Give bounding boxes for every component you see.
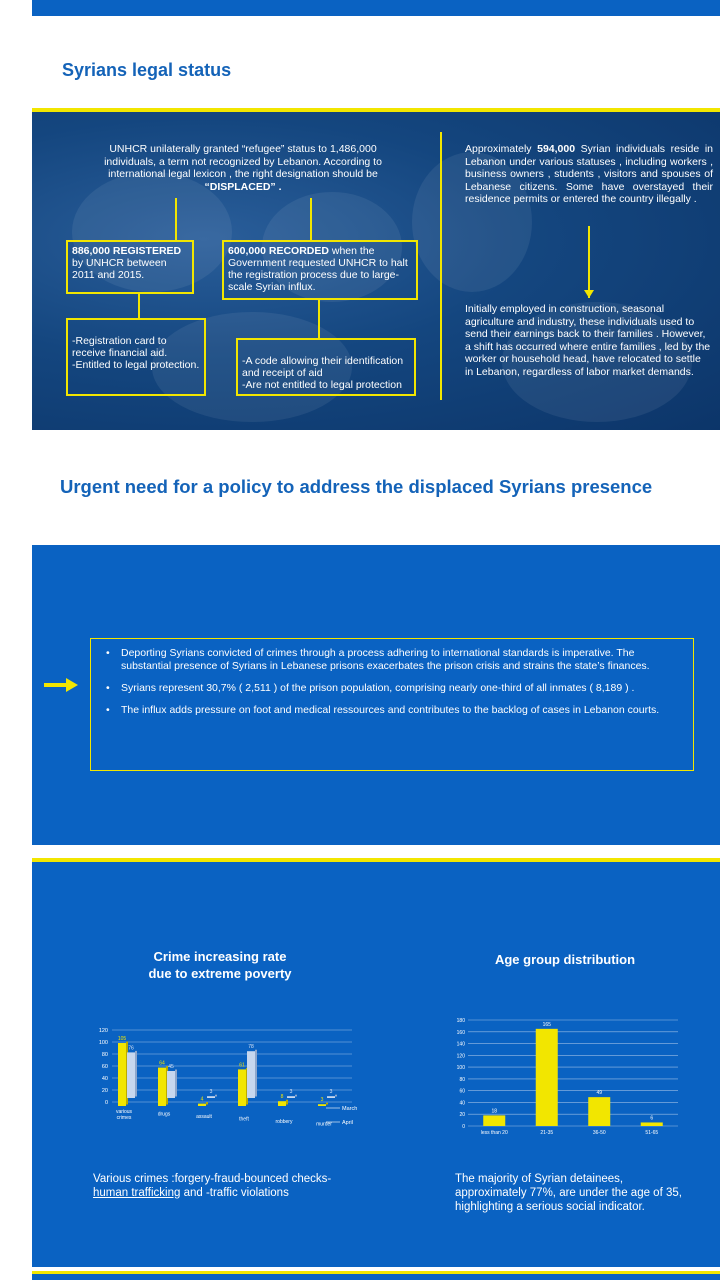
box-registration-card <box>66 318 206 396</box>
left-intro-bold: “DISPLACED” . <box>204 180 282 193</box>
box-registered-text: by UNHCR between 2011 and 2015. <box>72 257 167 281</box>
right-employed-body: Initially employed in construction, seasonal agriculture and industry, these individuals used to send their earnings back to their families . However, a shift has occurred where entire families , led by the worker or household head, have relocated to settle in Lebanon, regardless of labor market demands. <box>465 303 711 378</box>
data-label: 3 <box>289 1089 293 1096</box>
data-label: 165 <box>542 1021 551 1028</box>
crime-chart-title: Crime increasing rate due to extreme poverty <box>148 949 292 981</box>
age-bar <box>641 1122 663 1126</box>
connector-mid-bottom <box>318 300 320 338</box>
y-tick-label: 0 <box>104 1100 108 1106</box>
connector-left-top <box>175 198 177 240</box>
box-card-text: -Registration card to receive financial aid. -Entitled to legal protection. <box>72 335 200 371</box>
human-trafficking-link[interactable]: human trafficking <box>93 1187 181 1199</box>
top-band <box>32 0 720 16</box>
bar-april <box>207 1096 215 1098</box>
x-tick-label: 36-50 <box>592 1130 606 1136</box>
age-bar <box>536 1029 558 1126</box>
divider-vertical <box>440 132 442 400</box>
bar-side <box>206 1102 208 1104</box>
legend-label: March <box>342 1106 358 1112</box>
age-caption: The majority of Syrian detainees, approximately 77%, are under the age of 35, highlighting a serious social indicator. <box>455 1173 682 1213</box>
bar-april <box>327 1096 335 1098</box>
bar-march <box>118 1043 126 1106</box>
box-registered-bold: 886,000 REGISTERED <box>72 245 182 257</box>
bullet-item: • The influx adds pressure on foot and medical ressources and contributes to the backlog of cases in Lebanon courts. <box>101 704 681 717</box>
bar-side <box>135 1051 137 1097</box>
x-tick-label: theft <box>239 1116 249 1123</box>
y-tick-label: 140 <box>456 1041 465 1048</box>
legend-label: April <box>342 1120 354 1126</box>
x-tick-label: robbery <box>275 1119 293 1125</box>
crimes-caption-post: and -traffic violations <box>180 1187 289 1199</box>
bar-side <box>255 1050 257 1097</box>
x-tick-label: murder <box>316 1121 332 1128</box>
y-tick-label: 160 <box>456 1029 465 1036</box>
age-bar <box>588 1097 610 1126</box>
bar-march <box>278 1101 286 1106</box>
left-intro-text <box>84 143 402 193</box>
data-label: 61 <box>239 1062 245 1069</box>
bar-side <box>295 1095 297 1097</box>
right-employed-text <box>465 303 711 378</box>
y-tick-label: 120 <box>456 1053 465 1060</box>
box-recorded-text: when the Government requested UNHCR to halt the registration process due to large-scale Syrian influx. <box>228 245 408 293</box>
bar-side <box>215 1095 217 1097</box>
age-chart <box>450 1012 690 1142</box>
y-tick-label: 20 <box>101 1088 108 1094</box>
data-label: 78 <box>248 1044 254 1051</box>
arrow-down-icon <box>584 290 594 298</box>
crimes-caption <box>93 1172 393 1200</box>
y-tick-label: 60 <box>101 1064 108 1070</box>
data-label: 18 <box>491 1108 498 1115</box>
x-tick-label: various crimes <box>115 1109 133 1121</box>
y-tick-label: 40 <box>101 1076 108 1082</box>
age-chart-title: Age group distribution <box>494 952 636 967</box>
connector-left-bottom <box>138 294 140 318</box>
x-tick-label: 21-35 <box>540 1130 554 1136</box>
data-label: 76 <box>128 1045 134 1052</box>
policy-bullet-box <box>90 638 694 771</box>
right-intro-number: 594,000 <box>537 143 576 155</box>
bar-march <box>198 1104 206 1106</box>
data-label: 4 <box>200 1096 204 1103</box>
data-label: 8 <box>280 1094 284 1101</box>
data-label: 6 <box>650 1115 654 1122</box>
y-tick-label: 0 <box>462 1124 465 1130</box>
bar-april <box>167 1071 175 1098</box>
bullet-item: • Syrians represent 30,7% ( 2,511 ) of the prison population, comprising nearly one-third of all inmates ( 8,189 ) . <box>101 682 681 695</box>
x-tick-label: 51-65 <box>645 1130 659 1136</box>
box-recorded-bold: 600,000 RECORDED <box>228 245 329 257</box>
right-intro-post: Syrian individuals reside in Lebanon under various statuses , including workers , business owners , students , visitors and spouses of Lebanese citizens. Some have overstayed their residence permits or entered the country illegally . <box>465 143 713 205</box>
y-tick-label: 80 <box>459 1076 465 1083</box>
section-title-urgent-policy: Urgent need for a policy to address the displaced Syrians presence <box>60 476 653 497</box>
box-code <box>236 338 416 396</box>
bar-side <box>286 1100 288 1105</box>
bar-side <box>335 1095 337 1097</box>
box-code-text: -A code allowing their identification and receipt of aid -Are not entitled to legal protection <box>242 355 404 391</box>
y-tick-label: 180 <box>456 1018 465 1024</box>
bar-side <box>326 1103 328 1105</box>
age-bar <box>483 1115 505 1126</box>
connector-mid-top <box>310 198 312 240</box>
data-label: 3 <box>329 1089 333 1096</box>
data-label: 3 <box>320 1097 324 1104</box>
connector-right <box>588 226 590 298</box>
x-tick-label: assault <box>196 1114 212 1120</box>
x-tick-label: less than 20 <box>480 1130 508 1136</box>
data-label: 49 <box>596 1090 603 1097</box>
data-label: 3 <box>209 1089 213 1096</box>
data-label: 105 <box>117 1036 127 1042</box>
y-tick-label: 80 <box>101 1052 108 1058</box>
left-intro-body: UNHCR unilaterally granted “refugee” status to 1,486,000 individuals, a term not recognized by Lebanon. According to international legal lexicon , the right designation should be <box>104 143 382 180</box>
bar-april <box>247 1051 255 1098</box>
y-tick-label: 60 <box>459 1088 465 1095</box>
bar-april <box>127 1052 135 1098</box>
crimes-caption-pre: Various crimes :forgery-fraud-bounced checks- <box>93 1173 332 1185</box>
bar-march <box>158 1068 166 1106</box>
right-intro-pre: Approximately <box>465 143 538 155</box>
y-tick-label: 20 <box>459 1112 465 1119</box>
data-label: 45 <box>168 1064 174 1070</box>
bar-march <box>318 1104 326 1106</box>
x-tick-label: drugs <box>157 1111 171 1118</box>
crime-chart <box>90 1020 380 1145</box>
y-tick-label: 100 <box>456 1065 465 1072</box>
right-intro-text <box>465 143 713 206</box>
arrow-right-icon <box>44 683 68 687</box>
y-tick-label: 120 <box>98 1028 108 1034</box>
section-title-legal-status: Syrians legal status <box>62 60 232 80</box>
bottom-band <box>32 1274 720 1280</box>
data-label: 64 <box>159 1060 165 1067</box>
y-tick-label: 40 <box>459 1100 465 1107</box>
box-registered <box>66 240 194 294</box>
bar-april <box>287 1096 295 1098</box>
bullet-item: • Deporting Syrians convicted of crimes through a process adhering to international standards is imperative. The substantial presence of Syrians in Lebanese prisons exacerbates the prison crisis and strains the state’s finances. <box>101 647 681 673</box>
bar-side <box>175 1070 177 1097</box>
arrow-right-head-icon <box>66 678 78 692</box>
box-recorded <box>222 240 418 300</box>
y-tick-label: 100 <box>98 1040 108 1046</box>
bar-march <box>238 1069 246 1106</box>
